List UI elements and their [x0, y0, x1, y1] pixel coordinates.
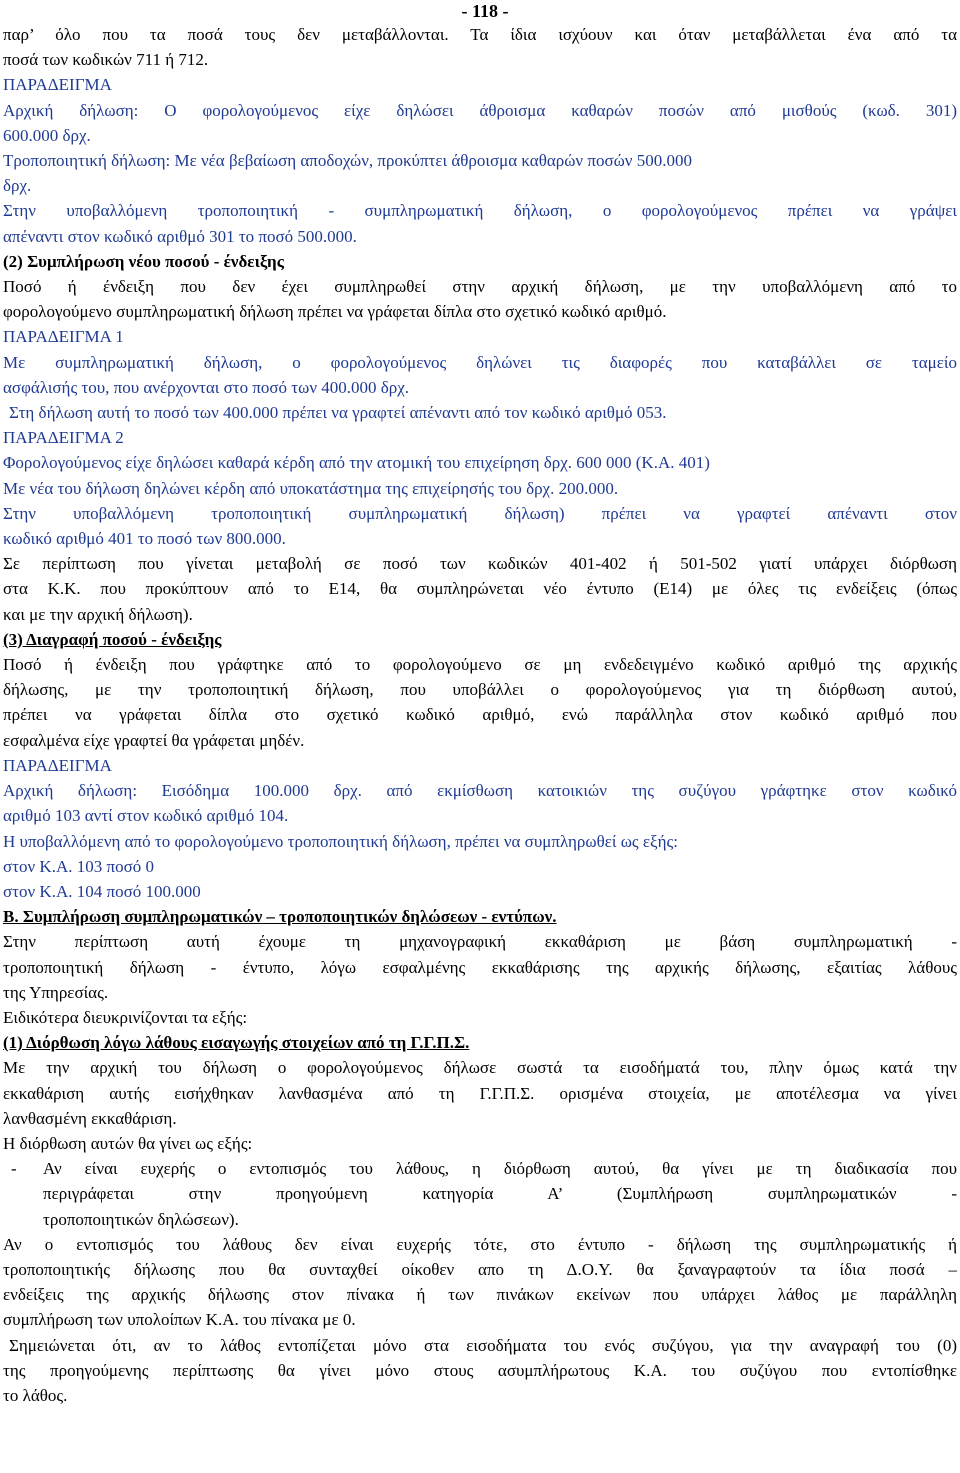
- text-line: Τροποποιητική δήλωση: Με νέα βεβαίωση αποδοχών, προκύπτει άθροισμα καθαρών ποσών 500.000: [3, 151, 692, 171]
- text-line: 600.000 δρχ.: [3, 125, 91, 145]
- text-line: τροποποιητικών δηλώσεων).: [43, 1209, 239, 1229]
- text-line: Η διόρθωση αυτών θα γίνει ως εξής:: [3, 1133, 253, 1153]
- text-line: αριθμό 103 αντί στον κωδικό αριθμό 104.: [3, 806, 289, 826]
- text-line: παρ’ όλο που τα ποσά τους δεν μεταβάλλονται. Τα ίδια ισχύουν και όταν μεταβάλλεται ένα από τα: [3, 25, 957, 44]
- text-line: Ποσό ή ένδειξη που γράφτηκε από το φορολογούμενο σε μη ενδεδειγμένο κωδικό αριθμό της αρχικής: [3, 655, 957, 675]
- text-line: (1) Διόρθωση λόγω λάθους εισαγωγής στοιχείων από τη Γ.Γ.Π.Σ.: [3, 1033, 470, 1053]
- text-line: (3) Διαγραφή ποσού - ένδειξης: [3, 629, 222, 649]
- text-line: απέναντι στον κωδικό αριθμό 301 το ποσό 500.000.: [3, 226, 357, 246]
- text-line: (2) Συμπλήρωση νέου ποσού - ένδειξης: [3, 251, 284, 271]
- bullet-text: [43, 1156, 957, 1232]
- text-line: Στη δήλωση αυτή το ποσό των 400.000 πρέπει να γραφτεί απέναντι από τον κωδικό αριθμό 053.: [9, 403, 667, 423]
- text-line: ενδείξεις της αρχικής δήλωσης στον πίνακα ή των πινάκων εκείνων που υπάρχει λάθος με παράλληλη: [3, 1285, 957, 1305]
- text-line: Ποσό ή ένδειξη που δεν έχει συμπληρωθεί στην αρχική δήλωση, με την υποβαλλόμενη από το: [3, 277, 957, 297]
- text-line: ΠΑΡΑΔΕΙΓΜΑ: [3, 75, 112, 95]
- text-line: ΠΑΡΑΔΕΙΓΜΑ 2: [3, 428, 124, 448]
- text-line: Στην υποβαλλόμενη τροποποιητική - συμπληρωματική δήλωση, ο φορολογούμενος πρέπει να γράψει: [3, 201, 957, 221]
- text-line: Με την αρχική του δήλωση ο φορολογούμενος δήλωσε σωστά τα εισοδήματά του, πλην όμως κατά την: [3, 1058, 957, 1078]
- text-line: περιγράφεται στην προηγούμενη κατηγορία Α’ (Συμπλήρωση συμπληρωματικών -: [43, 1184, 957, 1204]
- text-line: ασφάλισής του, που ανέρχονται στο ποσό των 400.000 δρχ.: [3, 377, 410, 397]
- text-line: στον Κ.Α. 104 ποσό 100.000: [3, 881, 201, 901]
- text-line: συμπλήρωση των υπολοίπων Κ.Α. του πίνακα με 0.: [3, 1310, 356, 1330]
- text-line: Β. Συμπλήρωση συμπληρωματικών – τροποποιητικών δηλώσεων - εντύπων.: [3, 907, 557, 927]
- text-line: κωδικό αριθμό 401 το ποσό των 800.000.: [3, 529, 286, 549]
- text-line: της Υπηρεσίας.: [3, 982, 109, 1002]
- text-line: στον Κ.Α. 103 ποσό 0: [3, 856, 154, 876]
- text-line: δρχ.: [3, 176, 32, 196]
- text-line: ποσά των κωδικών 711 ή 712.: [3, 50, 209, 70]
- text-line: Αν είναι ευχερής ο εντοπισμός του λάθους, η διόρθωση αυτού, θα γίνει με τη διαδικασία που: [43, 1159, 957, 1179]
- text-line: Σημειώνεται ότι, αν το λάθος εντοπίζεται μόνο στα εισοδήματα του ενός συζύγου, για την αναγραφή του (0): [9, 1335, 957, 1355]
- text-line: στα Κ.Κ. που προκύπτουν από το Ε14, θα συμπληρώνεται νέο έντυπο (Ε14) με όλες τις ενδείξεις (όπως: [3, 579, 957, 599]
- document-page: [3, 0, 957, 1408]
- text-line: Στην υποβαλλόμενη τροποποιητική συμπληρωματική δήλωση) πρέπει να γραφτεί απέναντι στον: [3, 503, 957, 523]
- text-line: το λάθος.: [3, 1385, 68, 1405]
- text-line: λανθασμένη εκκαθάριση.: [3, 1108, 177, 1128]
- text-line: Ειδικότερα διευκρινίζονται τα εξής:: [3, 1007, 248, 1027]
- text-line: Αν ο εντοπισμός του λάθους δεν είναι ευχερής τότε, στο έντυπο - δήλωση της συμπληρωματικής ή: [3, 1234, 957, 1254]
- text-line: Στην περίπτωση αυτή έχουμε τη μηχανογραφική εκκαθάριση με βάση συμπληρωματική -: [3, 932, 957, 952]
- text-line: εσφαλμένα είχε γραφτεί θα γράφεται μηδέν.: [3, 730, 305, 750]
- text-line: εκκαθάριση αυτής εισήχθηκαν λανθασμένα από τη Γ.Γ.Π.Σ. ορισμένα στοιχεία, με αποτέλεσμα να γίνει: [3, 1083, 957, 1103]
- text-line: της προηγούμενης περίπτωσης θα γίνει μόνο στους ασυμπλήρωτους Κ.Α. του συζύγου που εντοπίσθηκε: [3, 1360, 957, 1380]
- text-line: Αρχική δήλωση: Ο φορολογούμενος είχε δηλώσει άθροισμα καθαρών ποσών από μισθούς (κωδ. 301): [3, 100, 957, 120]
- text-line: Η υποβαλλόμενη από το φορολογούμενο τροποποιητική δήλωση, πρέπει να συμπληρωθεί ως εξής:: [3, 831, 678, 851]
- text-line: φορολογούμενο συμπληρωματική δήλωση πρέπει να γράφεται δίπλα στο σχετικό κωδικό αριθμό.: [3, 302, 667, 322]
- document-body: [3, 22, 957, 1156]
- text-line: τροποποιητικής δήλωσης που θα συνταχθεί οίκοθεν απο τη Δ.Ο.Υ. θα ξαναγραφτούν τα ίδια ποσά –: [3, 1259, 957, 1279]
- text-line: Με νέα του δήλωση δηλώνει κέρδη από υποκατάστημα της επιχείρησής του δρχ. 200.000.: [3, 478, 619, 498]
- text-line: Φορολογούμενος είχε δηλώσει καθαρά κέρδη από την ατομική του επιχείρηση δρχ. 600 000 (Κ.Α. 401): [3, 453, 710, 473]
- text-line: ΠΑΡΑΔΕΙΓΜΑ 1: [3, 327, 124, 347]
- text-line: τροποποιητική δήλωση - έντυπο, λόγω εσφαλμένης εκκαθάρισης της αρχικής δήλωσης, εξαιτίας λάθους: [3, 957, 957, 977]
- text-line: δήλωσης, με την τροποποιητική δήλωση, που υποβάλλει ο φορολογούμενος για τη διόρθωση αυτού,: [3, 680, 957, 700]
- bullet-marker: -: [11, 1159, 17, 1179]
- text-line: Με συμπληρωματική δήλωση, ο φορολογούμενος δηλώνει τις διαφορές που καταβάλλει σε ταμείο: [3, 352, 957, 372]
- text-line: ΠΑΡΑΔΕΙΓΜΑ: [3, 755, 112, 775]
- text-line: και με την αρχική δήλωση).: [3, 604, 193, 624]
- text-line: πρέπει να γράφεται δίπλα στο σχετικό κωδικό αριθμό, ενώ παράλληλα στον κωδικό αριθμό που: [3, 705, 957, 725]
- document-body-continued: [3, 1232, 957, 1408]
- page-number: - 118 -: [461, 1, 509, 21]
- text-line: Σε περίπτωση που γίνεται μεταβολή σε ποσό των κωδικών 401-402 ή 501-502 γιατί υπάρχει διόρθωση: [3, 554, 957, 574]
- text-line: Αρχική δήλωση: Εισόδημα 100.000 δρχ. από εκμίσθωση κατοικιών της συζύγου γράφτηκε στον κωδικό: [3, 781, 957, 801]
- bullet-item: [3, 1156, 957, 1232]
